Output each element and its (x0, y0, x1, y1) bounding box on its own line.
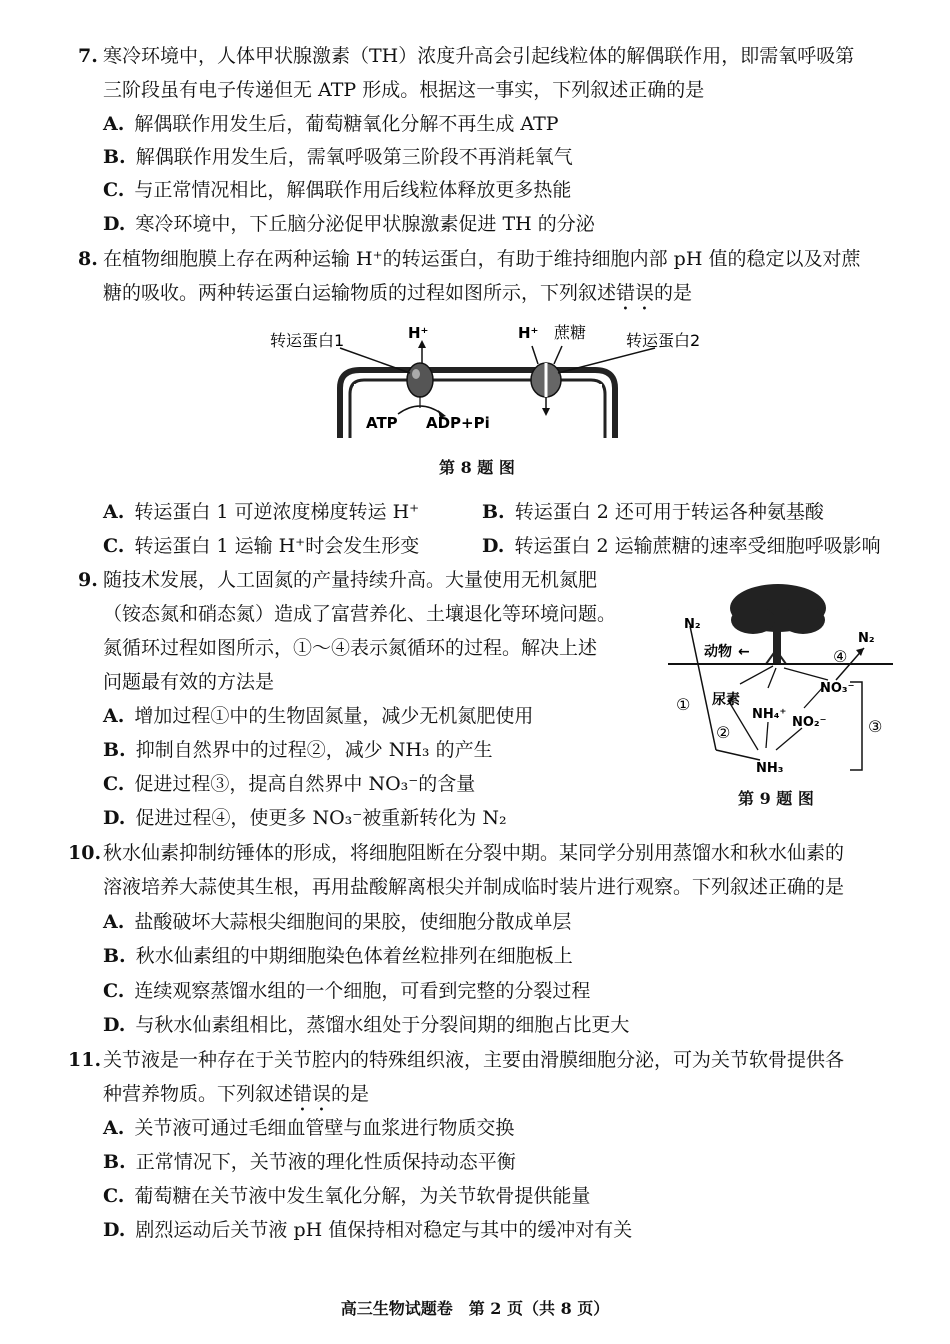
label-sucrose: 蔗糖 (554, 323, 587, 342)
emphasis-text: 错误 (616, 282, 655, 304)
question-stem: 问题最有效的方法是 (103, 671, 275, 693)
option-a[interactable]: A. 增加过程①中的生物固氮量，减少无机氮肥使用 (103, 705, 534, 727)
question-stem: 在植物细胞膜上存在两种运输 H⁺的转运蛋白，有助于维持细胞内部 pH 值的稳定以及对蔗 (103, 248, 861, 270)
label-no3: NO₃⁻ (820, 681, 855, 696)
nitrogen-cycle-diagram (668, 580, 898, 780)
option-c[interactable]: C. 连续观察蒸馏水组的一个细胞，可看到完整的分裂过程 (103, 980, 591, 1002)
option-d[interactable]: D. 寒冷环境中，下丘脑分泌促甲状腺激素促进 TH 的分泌 (103, 213, 595, 235)
question-number: 8. (78, 248, 98, 270)
option-d[interactable]: D. 剧烈运动后关节液 pH 值保持相对稳定与其中的缓冲对有关 (103, 1219, 633, 1241)
label-process-4: ④ (833, 647, 848, 666)
label-urea: 尿素 (712, 692, 740, 708)
question-stem: （铵态氮和硝态氮）造成了富营养化、土壤退化等环境问题。 (103, 603, 617, 625)
option-b[interactable]: B. 转运蛋白 2 还可用于转运各种氨基酸 (482, 501, 824, 523)
page-footer: 高三生物试题卷 第 2 页（共 8 页） (340, 1299, 610, 1318)
label-h-plus: H⁺ (518, 324, 539, 342)
label-process-3: ③ (868, 717, 883, 736)
label-process-2: ② (716, 723, 731, 742)
question-number: 9. (78, 569, 98, 591)
option-c[interactable]: C. 葡萄糖在关节液中发生氧化分解，为关节软骨提供能量 (103, 1185, 591, 1207)
label-h-plus: H⁺ (408, 324, 429, 342)
arrow-left-icon: ← (738, 644, 750, 660)
option-a[interactable]: A. 关节液可通过毛细血管壁与血浆进行物质交换 (103, 1117, 515, 1139)
option-d[interactable]: D. 与秋水仙素组相比，蒸馏水组处于分裂间期的细胞占比更大 (103, 1014, 630, 1036)
label-n2: N₂ (858, 631, 875, 646)
question-stem: 寒冷环境中，人体甲状腺激素（TH）浓度升高会引起线粒体的解偶联作用，即需氧呼吸第 (103, 45, 855, 67)
label-transport-protein-1: 转运蛋白1 (270, 331, 345, 350)
option-a[interactable]: A. 转运蛋白 1 可逆浓度梯度转运 H⁺ (103, 501, 420, 523)
option-c[interactable]: C. 与正常情况相比，解偶联作用后线粒体释放更多热能 (103, 179, 572, 201)
question-number: 11. (68, 1049, 102, 1071)
emphasis-text: 错误 (293, 1083, 332, 1105)
question-stem: 秋水仙素抑制纺锤体的形成，将细胞阻断在分裂中期。某同学分别用蒸馏水和秋水仙素的 (103, 842, 845, 864)
figure-caption: 第 9 题 图 (738, 789, 814, 808)
question-stem: 随技术发展，人工固氮的产量持续升高。大量使用无机氮肥 (103, 569, 598, 591)
question-stem: 氮循环过程如图所示，①～④表示氮循环的过程。解决上述 (103, 637, 598, 659)
label-nh4: NH₄⁺ (752, 707, 787, 722)
label-adp-pi: ADP+Pi (426, 414, 490, 432)
question-number: 7. (78, 45, 98, 67)
option-b[interactable]: B. 抑制自然界中的过程②，减少 NH₃ 的产生 (103, 739, 493, 761)
option-b[interactable]: B. 秋水仙素组的中期细胞染色体着丝粒排列在细胞板上 (103, 945, 573, 967)
option-c[interactable]: C. 促进过程③，提高自然界中 NO₃⁻的含量 (103, 773, 476, 795)
label-nh3: NH₃ (756, 761, 784, 776)
question-stem: 糖的吸收。两种转运蛋白运输物质的过程如图所示，下列叙述错误的是 (103, 282, 693, 304)
label-atp: ATP (366, 414, 398, 432)
label-animal: 动物 (704, 644, 732, 660)
label-n2: N₂ (684, 617, 701, 632)
label-transport-protein-2: 转运蛋白2 (626, 331, 701, 350)
option-b[interactable]: B. 正常情况下，关节液的理化性质保持动态平衡 (103, 1151, 516, 1173)
transport-protein-diagram (270, 318, 730, 440)
question-stem: 溶液培养大蒜使其生根，再用盐酸解离根尖并制成临时装片进行观察。下列叙述正确的是 (103, 876, 845, 898)
option-a[interactable]: A. 盐酸破坏大蒜根尖细胞间的果胶，使细胞分散成单层 (103, 911, 572, 933)
option-d[interactable]: D. 转运蛋白 2 运输蔗糖的速率受细胞呼吸影响 (482, 535, 881, 557)
question-stem: 三阶段虽有电子传递但无 ATP 形成。根据这一事实，下列叙述正确的是 (103, 79, 705, 101)
transport-protein-1-shape (407, 363, 433, 397)
question-stem: 种营养物质。下列叙述错误的是 (103, 1083, 370, 1105)
label-process-1: ① (676, 695, 691, 714)
question-number: 10. (68, 842, 102, 864)
option-c[interactable]: C. 转运蛋白 1 运输 H⁺时会发生形变 (103, 535, 420, 557)
label-no2: NO₂⁻ (792, 715, 827, 730)
option-a[interactable]: A. 解偶联作用发生后，葡萄糖氧化分解不再生成 ATP (103, 113, 559, 135)
option-b[interactable]: B. 解偶联作用发生后，需氧呼吸第三阶段不再消耗氧气 (103, 146, 573, 168)
question-stem: 关节液是一种存在于关节腔内的特殊组织液，主要由滑膜细胞分泌，可为关节软骨提供各 (103, 1049, 845, 1071)
option-d[interactable]: D. 促进过程④，使更多 NO₃⁻被重新转化为 N₂ (103, 807, 507, 829)
figure-caption: 第 8 题 图 (439, 458, 515, 477)
